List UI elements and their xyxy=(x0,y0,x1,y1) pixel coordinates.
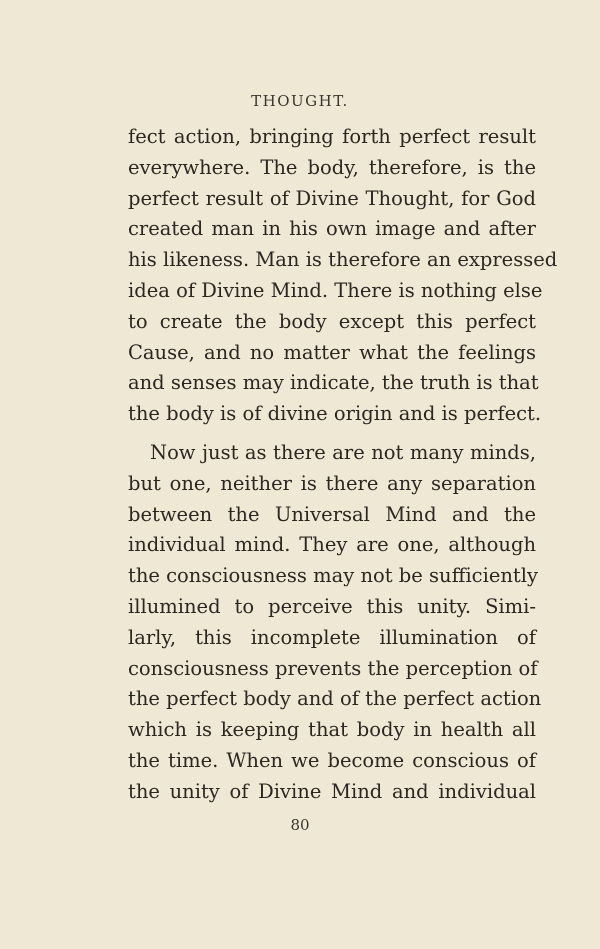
text-line: the consciousness may not be sufficiently xyxy=(128,564,539,588)
paragraph-2 xyxy=(128,438,542,808)
text-line: the perfect body and of the perfect action xyxy=(128,687,542,711)
text-line: consciousness prevents the perception of xyxy=(128,656,538,680)
text-line: between the Universal Mind and the xyxy=(128,502,536,526)
text-line: to create the body except this perfect xyxy=(128,309,536,333)
text-line: larly, this incomplete illumination of xyxy=(128,625,536,649)
text-line: created man in his own image and after xyxy=(128,217,536,241)
page-number: 80 xyxy=(290,816,310,834)
text-line: Cause, and no matter what the feelings xyxy=(128,340,536,364)
text-line: perfect result of Divine Thought, for God xyxy=(128,186,536,210)
text-line: the time. When we become conscious of xyxy=(128,748,536,772)
paragraph-1 xyxy=(128,122,558,430)
text-line: the unity of Divine Mind and individual xyxy=(128,779,536,803)
text-line: his likeness. Man is therefore an expressed xyxy=(128,248,558,272)
text-line: Now just as there are not many minds, xyxy=(150,440,536,464)
text-line: individual mind. They are one, although xyxy=(128,533,536,557)
paragraph-gap xyxy=(128,430,536,438)
running-head: THOUGHT. xyxy=(251,92,349,110)
text-line: fect action, bringing forth perfect result xyxy=(128,125,536,148)
text-line: idea of Divine Mind. There is nothing else xyxy=(128,278,543,302)
text-line: the body is of divine origin and is perfect. xyxy=(128,402,542,426)
text-line: and senses may indicate, the truth is that xyxy=(128,371,539,395)
text-line: illumined to perceive this unity. Simi- xyxy=(128,594,536,618)
text-line: but one, neither is there any separation xyxy=(128,471,536,495)
body-text xyxy=(128,122,558,808)
text-line: everywhere. The body, therefore, is the xyxy=(128,155,536,179)
text-line: which is keeping that body in health all xyxy=(128,718,536,742)
